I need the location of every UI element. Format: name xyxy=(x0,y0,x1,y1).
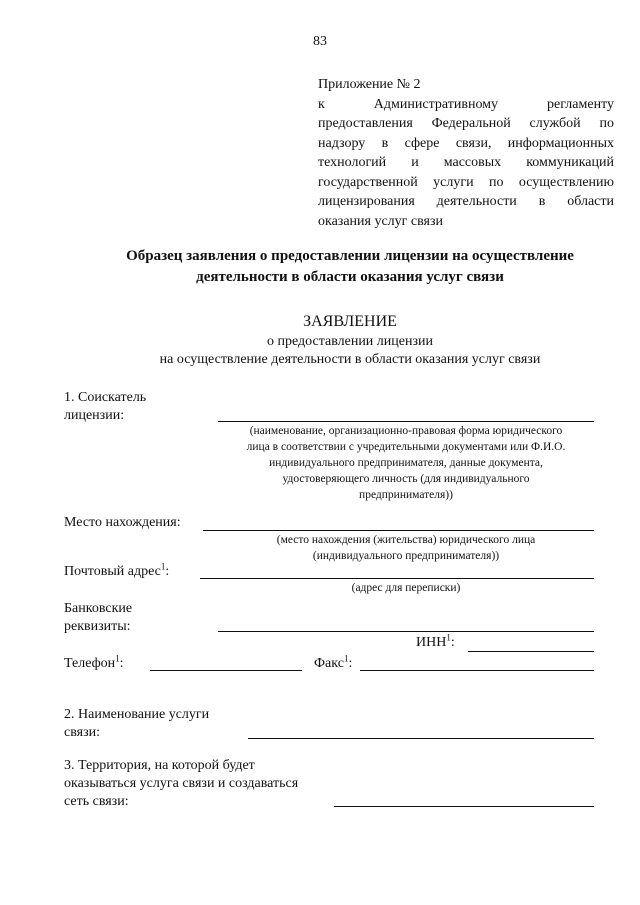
phone-label-colon: : xyxy=(119,656,124,671)
service-label-line: связи: xyxy=(64,725,100,740)
appendix-line: надзору в сфере связи, информационных xyxy=(318,135,614,151)
appendix-line: предоставления Федеральной службой по xyxy=(318,116,614,131)
footnote-mark: 1 xyxy=(115,653,120,664)
hint-line: предпринимателя)) xyxy=(359,489,453,501)
postal-hint: (адрес для переписки) xyxy=(351,582,461,594)
hint-line: (наименование, организационно-правовая форма юридического xyxy=(249,425,563,437)
territory-label xyxy=(64,757,298,811)
statement-subtitle-line: о предоставлении лицензии xyxy=(266,334,433,349)
sample-title xyxy=(60,246,640,288)
inn-label xyxy=(416,634,455,652)
location-input-line[interactable] xyxy=(203,530,594,531)
inn-label-colon: : xyxy=(450,635,455,650)
hint-line: удостоверяющего личность (для индивидуального xyxy=(282,473,530,485)
hint-line: лица в соответствии с учредительными документами или Ф.И.О. xyxy=(246,441,566,453)
bank-label xyxy=(64,600,132,636)
applicant-input-line[interactable] xyxy=(218,421,594,422)
bank-label-line: реквизиты: xyxy=(64,619,131,634)
postal-label-text: Почтовый адрес xyxy=(64,564,161,579)
postal-label xyxy=(64,563,169,581)
applicant-label-line: 1. Соискатель xyxy=(64,390,147,405)
appendix-line: лицензирования деятельности в области xyxy=(318,194,614,209)
page-number: 83 xyxy=(313,34,327,49)
applicant-label xyxy=(64,389,146,425)
hint-line: (индивидуального предпринимателя)) xyxy=(312,550,500,562)
service-input-line[interactable] xyxy=(248,738,594,739)
location-hint xyxy=(218,532,594,564)
territory-label-line: 3. Территория, на которой будет xyxy=(64,758,255,773)
appendix-line: к Административному регламенту xyxy=(318,96,614,112)
statement-title: ЗАЯВЛЕНИЕ xyxy=(303,313,397,330)
sample-title-line: деятельности в области оказания услуг связи xyxy=(196,269,504,285)
postal-label-colon: : xyxy=(165,564,170,579)
phone-input-line[interactable] xyxy=(150,670,302,671)
fax-label xyxy=(314,655,352,673)
fax-label-colon: : xyxy=(348,656,353,671)
territory-label-line: сеть связи: xyxy=(64,794,129,809)
postal-input-line[interactable] xyxy=(200,578,594,579)
phone-label-text: Телефон xyxy=(64,656,116,671)
sample-title-line: Образец заявления о предоставлении лицензии на осуществление xyxy=(126,248,574,264)
statement-subtitle-line: на осуществление деятельности в области оказания услуг связи xyxy=(159,352,541,367)
bank-label-line: Банковские xyxy=(64,601,133,616)
service-label-line: 2. Наименование услуги xyxy=(64,707,210,722)
hint-line: (место нахождения (жительства) юридического лица xyxy=(276,534,536,546)
appendix-line: государственной услуги по осуществлению xyxy=(318,174,614,190)
fax-input-line[interactable] xyxy=(360,670,594,671)
applicant-label-line: лицензии: xyxy=(64,408,125,423)
territory-label-line: оказываться услуга связи и создаваться xyxy=(64,776,299,791)
appendix-line: технологий и массовых коммуникаций xyxy=(318,155,614,170)
location-label: Место нахождения: xyxy=(64,515,181,530)
inn-input-line[interactable] xyxy=(468,651,594,652)
applicant-hint xyxy=(218,423,594,503)
inn-label-text: ИНН xyxy=(416,635,447,650)
footnote-mark: 1 xyxy=(446,632,451,643)
hint-line: индивидуального предпринимателя, данные документа, xyxy=(269,457,543,469)
footnote-mark: 1 xyxy=(343,653,349,664)
appendix-line: Приложение № 2 xyxy=(318,77,421,92)
statement-subtitle xyxy=(60,333,640,369)
service-label xyxy=(64,706,209,742)
footnote-mark: 1 xyxy=(160,561,166,572)
appendix-block xyxy=(318,75,614,231)
appendix-line: оказания услуг связи xyxy=(318,213,444,229)
bank-input-line[interactable] xyxy=(218,631,594,632)
phone-label xyxy=(64,655,124,673)
territory-input-line[interactable] xyxy=(334,806,594,807)
fax-label-text: Факс xyxy=(314,656,344,671)
